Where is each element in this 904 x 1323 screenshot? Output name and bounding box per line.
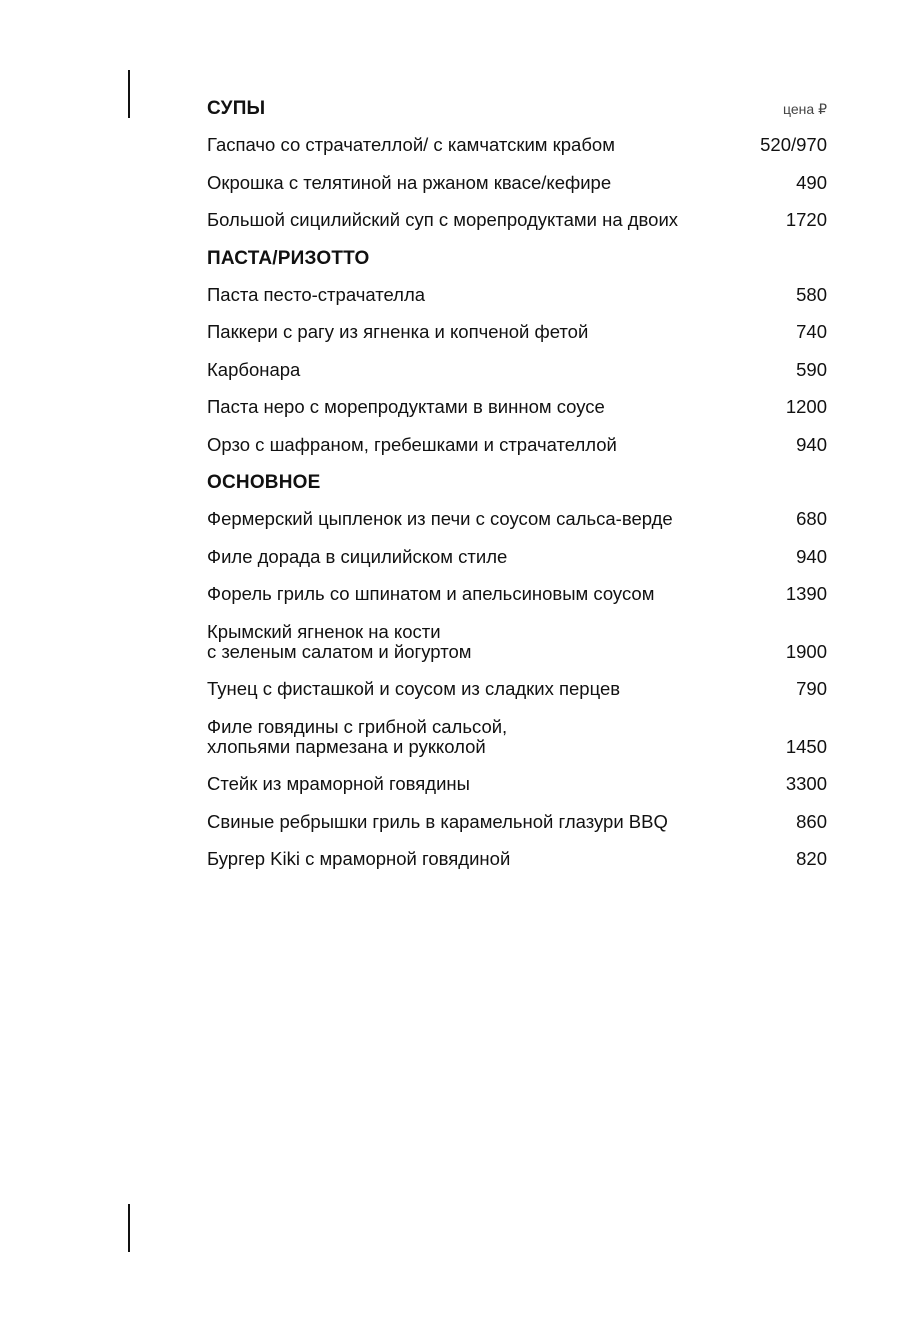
- menu-item: [207, 322, 827, 342]
- item-price: 1450: [785, 735, 827, 757]
- item-name: Гаспачо со страчателлой/ с камчатским крабом: [207, 134, 615, 155]
- item-price: 3300: [785, 773, 827, 794]
- item-name: Фермерский цыпленок из печи с соусом сальса-верде: [207, 508, 673, 529]
- menu-item: [207, 135, 827, 155]
- section-header: [207, 98, 827, 124]
- menu-item: [207, 285, 827, 305]
- section-header: [207, 248, 827, 274]
- item-name: Свиные ребрышки гриль в карамельной глазури BBQ: [207, 810, 668, 832]
- menu-item: [207, 435, 827, 455]
- item-price: 790: [796, 678, 827, 699]
- item-name: Тунец с фисташкой и соусом из сладких перцев: [207, 678, 621, 699]
- item-name: Карбонара: [207, 358, 301, 380]
- crop-mark-bottom: [128, 1204, 130, 1252]
- item-price: 1720: [785, 209, 827, 230]
- menu-item: [207, 360, 827, 380]
- item-price: 680: [796, 508, 827, 529]
- item-price: 1200: [785, 396, 827, 417]
- menu-item: [207, 547, 827, 567]
- menu-item: [207, 717, 827, 757]
- item-name: Паккери с рагу из ягненка и копченой фетой: [207, 321, 589, 342]
- menu-item: [207, 622, 827, 662]
- menu-item: [207, 849, 827, 869]
- item-name: Окрошка с телятиной на ржаном квасе/кефире: [207, 171, 612, 193]
- item-name: Стейк из мраморной говядины: [207, 773, 470, 794]
- item-name: Филе дорада в сицилийском стиле: [207, 545, 508, 567]
- menu-item: [207, 397, 827, 417]
- item-name: Крымский ягненок на кости с зеленым салатом и йогуртом: [207, 620, 472, 662]
- item-name: Большой сицилийский суп с морепродуктами на двоих: [207, 209, 679, 230]
- section-soups: [207, 98, 827, 230]
- section-title: СУПЫ: [207, 98, 266, 119]
- menu-item: [207, 173, 827, 193]
- menu-item: [207, 774, 827, 794]
- item-name: Бургер Kiki с мраморной говядиной: [207, 848, 511, 869]
- menu-item: [207, 509, 827, 529]
- item-name: Форель гриль со шпинатом и апельсиновым соусом: [207, 583, 655, 604]
- section-header: [207, 472, 827, 498]
- item-price: 740: [796, 321, 827, 342]
- section-title: ПАСТА/РИЗОТТО: [207, 247, 370, 269]
- menu-item: [207, 679, 827, 699]
- menu-item: [207, 210, 827, 230]
- price-caption: цена ₽: [783, 101, 827, 117]
- item-price: 490: [796, 171, 827, 193]
- menu-page: [207, 98, 827, 887]
- section-pasta-risotto: [207, 248, 827, 455]
- item-price: 940: [796, 545, 827, 567]
- item-price: 520/970: [760, 134, 827, 155]
- item-price: 820: [796, 848, 827, 869]
- item-price: 590: [796, 358, 827, 380]
- crop-mark-top: [128, 70, 130, 118]
- item-price: 940: [796, 433, 827, 455]
- item-price: 580: [796, 283, 827, 305]
- menu-item: [207, 812, 827, 832]
- item-price: 860: [796, 810, 827, 832]
- item-name: Паста песто-страчателла: [207, 283, 426, 305]
- item-name: Орзо с шафраном, гребешками и страчателлой: [207, 433, 617, 455]
- item-name: Паста неро с морепродуктами в винном соусе: [207, 396, 605, 417]
- item-name: Филе говядины с грибной сальсой, хлопьями пармезана и рукколой: [207, 715, 508, 757]
- section-main: [207, 472, 827, 869]
- item-price: 1900: [785, 640, 827, 662]
- section-title: ОСНОВНОЕ: [207, 472, 321, 493]
- menu-item: [207, 584, 827, 604]
- item-price: 1390: [785, 583, 827, 604]
